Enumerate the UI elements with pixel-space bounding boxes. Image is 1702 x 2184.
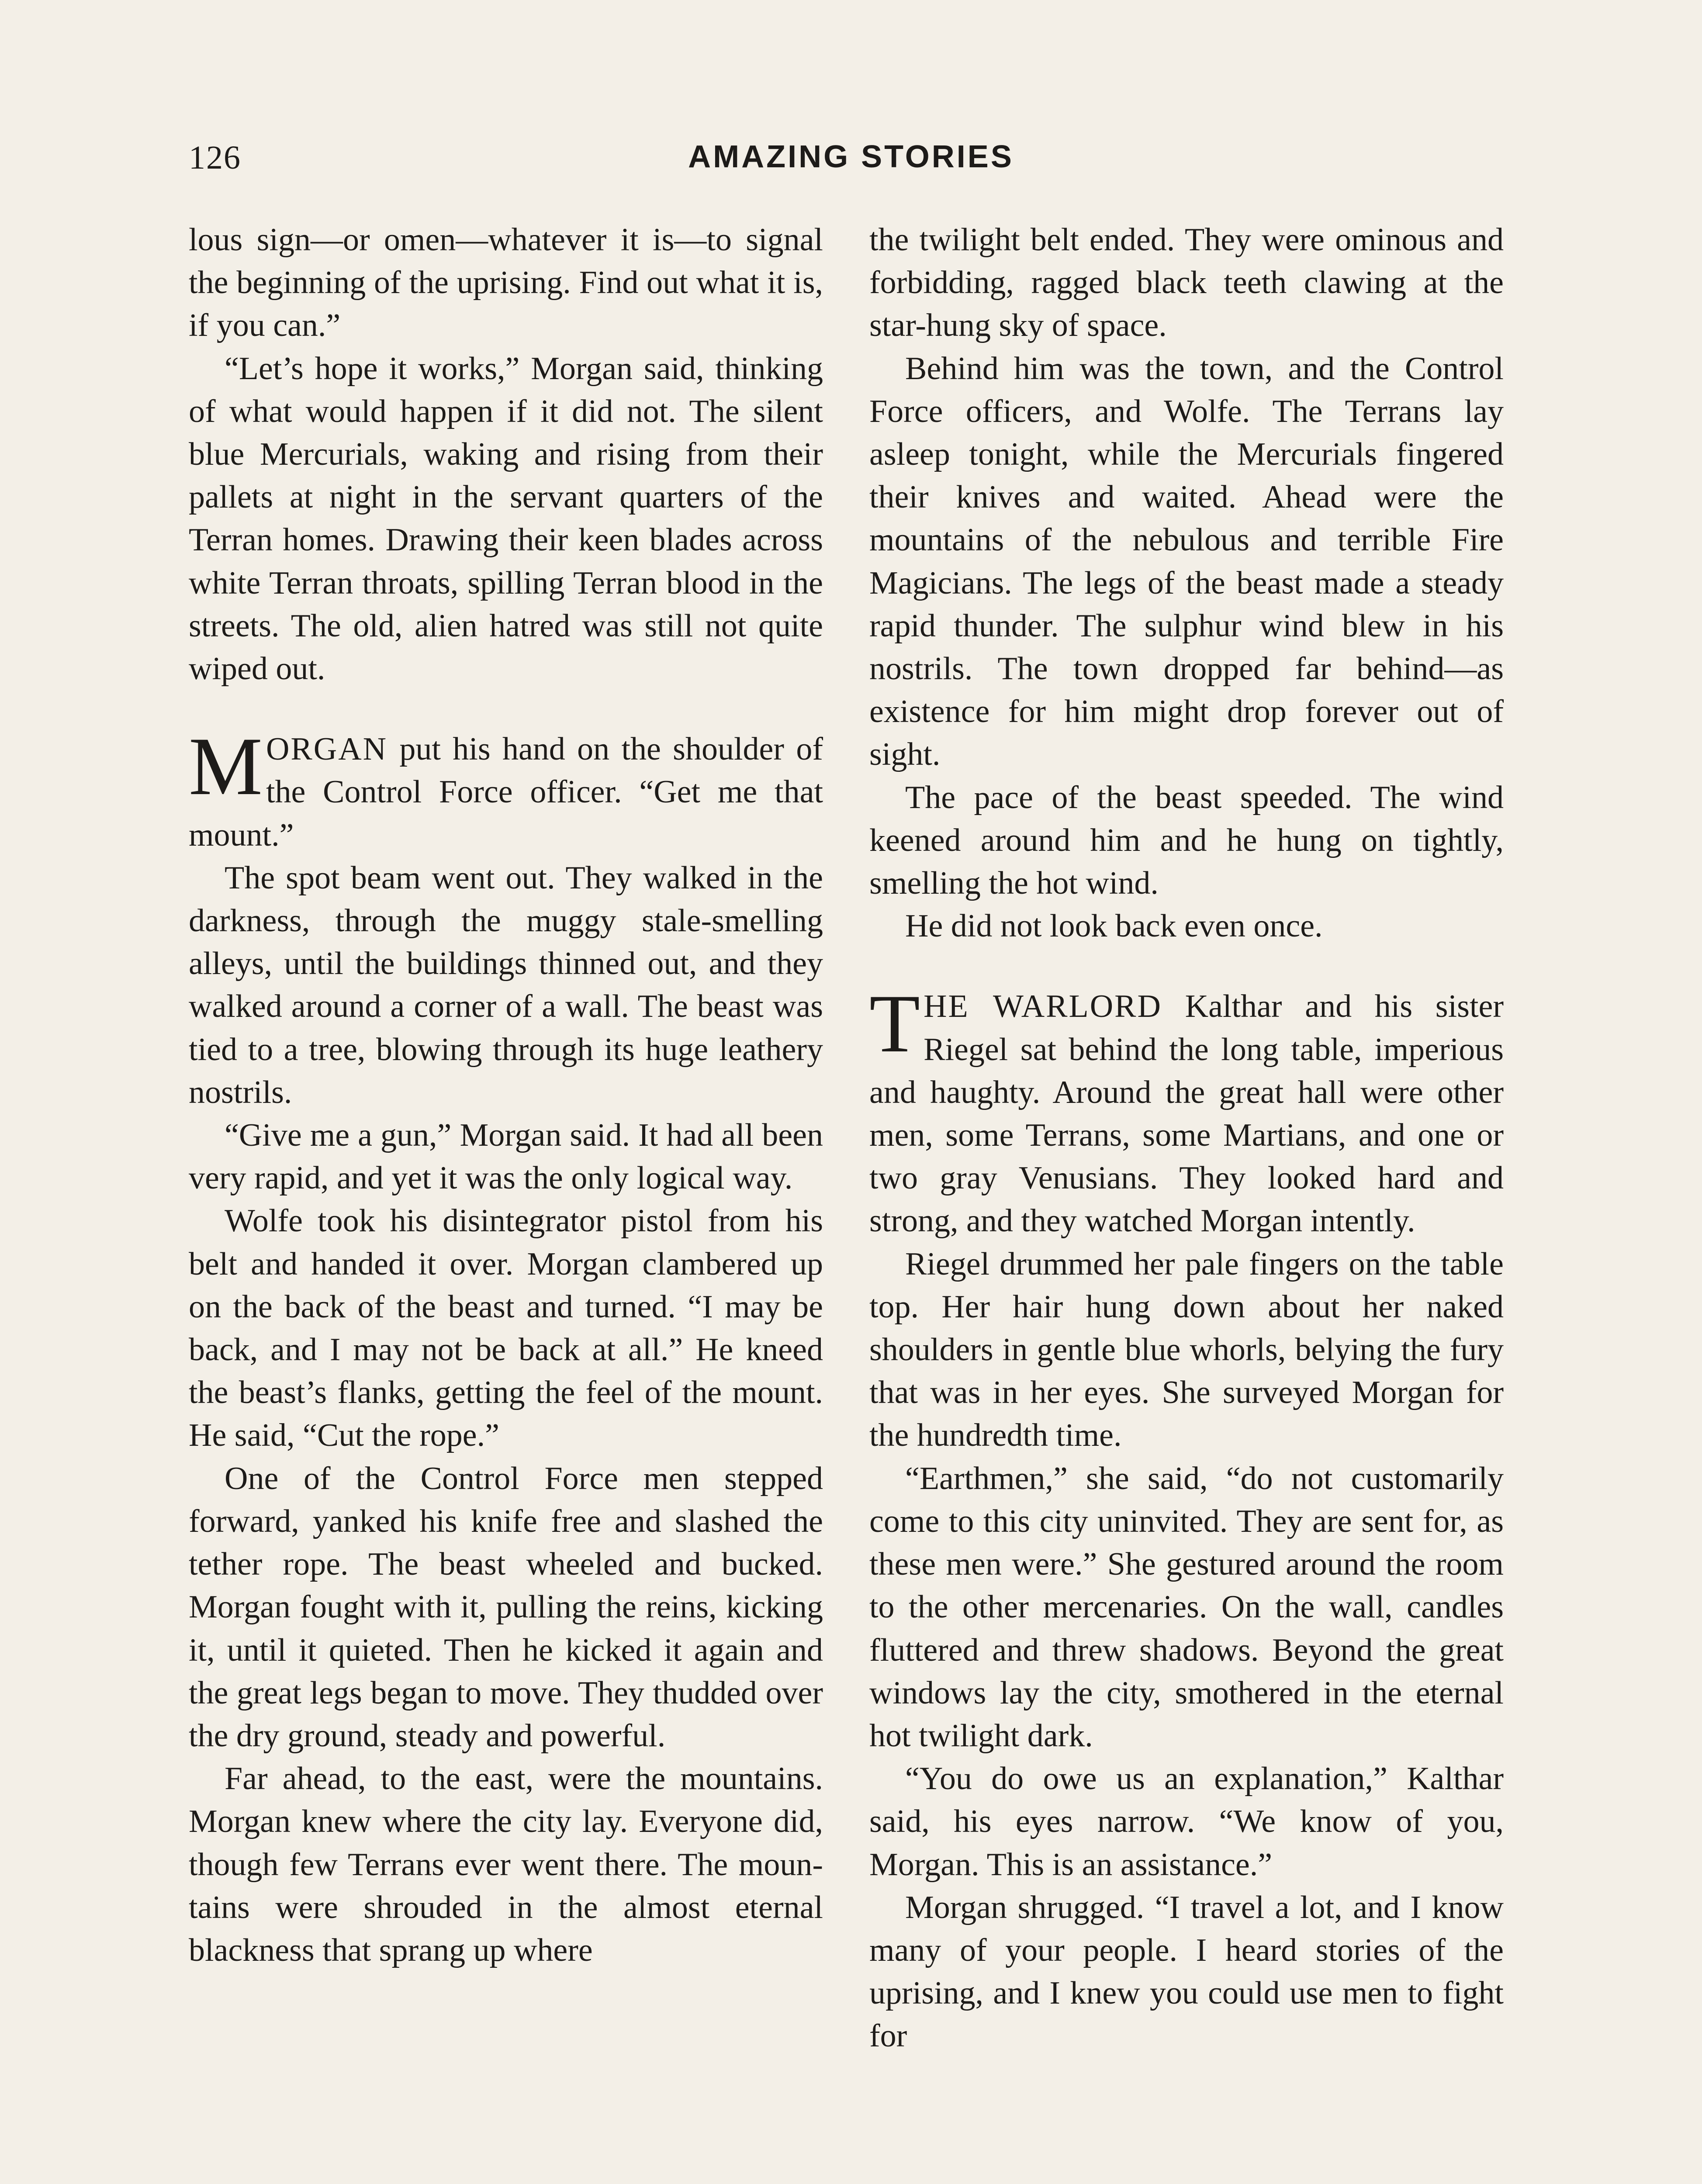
paragraph: Wolfe took his disintegrator pistol from his belt and handed it over. Morgan clambered up on the back of the beast and turned. “I may be back, and I may not be back at all.” He kneed the beast’s flanks, getting the feel of the mount. He said, “Cut the rope.”	[189, 1203, 823, 1454]
paragraph: the twilight belt ended. They were ominous and forbidding, ragged black teeth clawing at the star-hung sky of space.	[869, 222, 1504, 344]
paragraph: “Let’s hope it works,” Morgan said, thinking of what would happen if it did not. The silent blue Mercurials, waking and rising from their pallets at night in the servant quarters of the Terran homes. Drawing their keen blades across white Terran throats, spilling Terran blood in the streets. The old, alien hatred was still not quite wiped out.	[189, 350, 823, 687]
lead-in-caps: HE WARLORD	[924, 988, 1162, 1025]
paragraph: Morgan shrugged. “I travel a lot, and I know many of your people. I heard stories of the uprising, and I knew you could use men to fight for	[869, 1889, 1504, 2054]
paragraph: “You do owe us an explanation,” Kalthar said, his eyes narrow. “We know of you, Morgan. This is an assistance.”	[869, 1761, 1504, 1883]
lead-in-caps: ORGAN	[266, 731, 388, 767]
paragraph: Riegel drummed her pale fingers on the table top. Her hair hung down about her naked shoulders in gentle blue whorls, belying the fury that was in her eyes. She surveyed Morgan for the hundredth time.	[869, 1246, 1504, 1454]
paragraph: “Earthmen,” she said, “do not customarily come to this city uninvited. They are sent for, as these men were.” She gestured around the room to the other mercenaries. On the wall, candles fluttered and threw shadows. Beyond the great windows lay the city, smothered in the eternal hot twilight dark.	[869, 1460, 1504, 1754]
paragraph: The pace of the beast speeded. The wind keened around him and he hung on tightly, smelling the hot wind.	[869, 779, 1504, 902]
paragraph: He did not look back even once.	[905, 908, 1323, 944]
paragraph-text: Kalthar and his sister Riegel sat behind the long table, imperious and haughty. Around the great hall were other men, some Terrans, some Martians, and one or two gray Venusians. They looked hard and strong, and they watched Morgan intently.	[869, 988, 1504, 1239]
paragraph: “Give me a gun,” Morgan said. It had all been very rapid, and yet it was the only logical way.	[189, 1117, 823, 1196]
paragraph: One of the Control Force men stepped forward, yanked his knife free and slashed the tether rope. The beast wheeled and bucked. Morgan fought with it, pulling the reins, kicking it, until it quieted. Then he kicked it again and the great legs began to move. They thudded over the dry ground, steady and powerful.	[189, 1460, 823, 1754]
page-number: 126	[189, 139, 241, 176]
section-opening-paragraph	[869, 978, 1504, 1242]
paragraph: The spot beam went out. They walked in the darkness, through the muggy stale-smelling alleys, until the buildings thinned out, and they walked around a corner of a wall. The beast was tied to a tree, blowing through its huge leathery nostrils.	[189, 860, 823, 1110]
paragraph: Far ahead, to the east, were the mountains. Morgan knew where the city lay. Everyone did, though few Terrans ever went there. The mountains were shrouded in the almost eternal blackness that sprang up where	[189, 1761, 823, 1968]
running-head: AMAZING STORIES	[688, 139, 1014, 174]
left-column	[189, 218, 823, 1972]
paragraph: Behind him was the town, and the Control Force officers, and Wolfe. The Terrans lay asleep tonight, while the Mercurials fingered their knives and waited. Ahead were the mountains of the nebulous and terrible Fire Magicians. The legs of the beast made a steady rapid thunder. The sulphur wind blew in his nostrils. The town dropped far behind—as existence for him might drop forever out of sight.	[869, 350, 1504, 773]
drop-cap: M	[189, 721, 263, 813]
right-column	[869, 218, 1504, 2058]
drop-cap: T	[869, 978, 920, 1070]
section-opening-paragraph	[189, 721, 823, 857]
paragraph: lous sign—or omen—whatever it is—to signal the beginning of the uprising. Find out what it is, if you can.”	[189, 222, 823, 344]
paragraph-text: put his hand on the shoulder of the Control Force officer. “Get me that mount.”	[189, 731, 823, 853]
